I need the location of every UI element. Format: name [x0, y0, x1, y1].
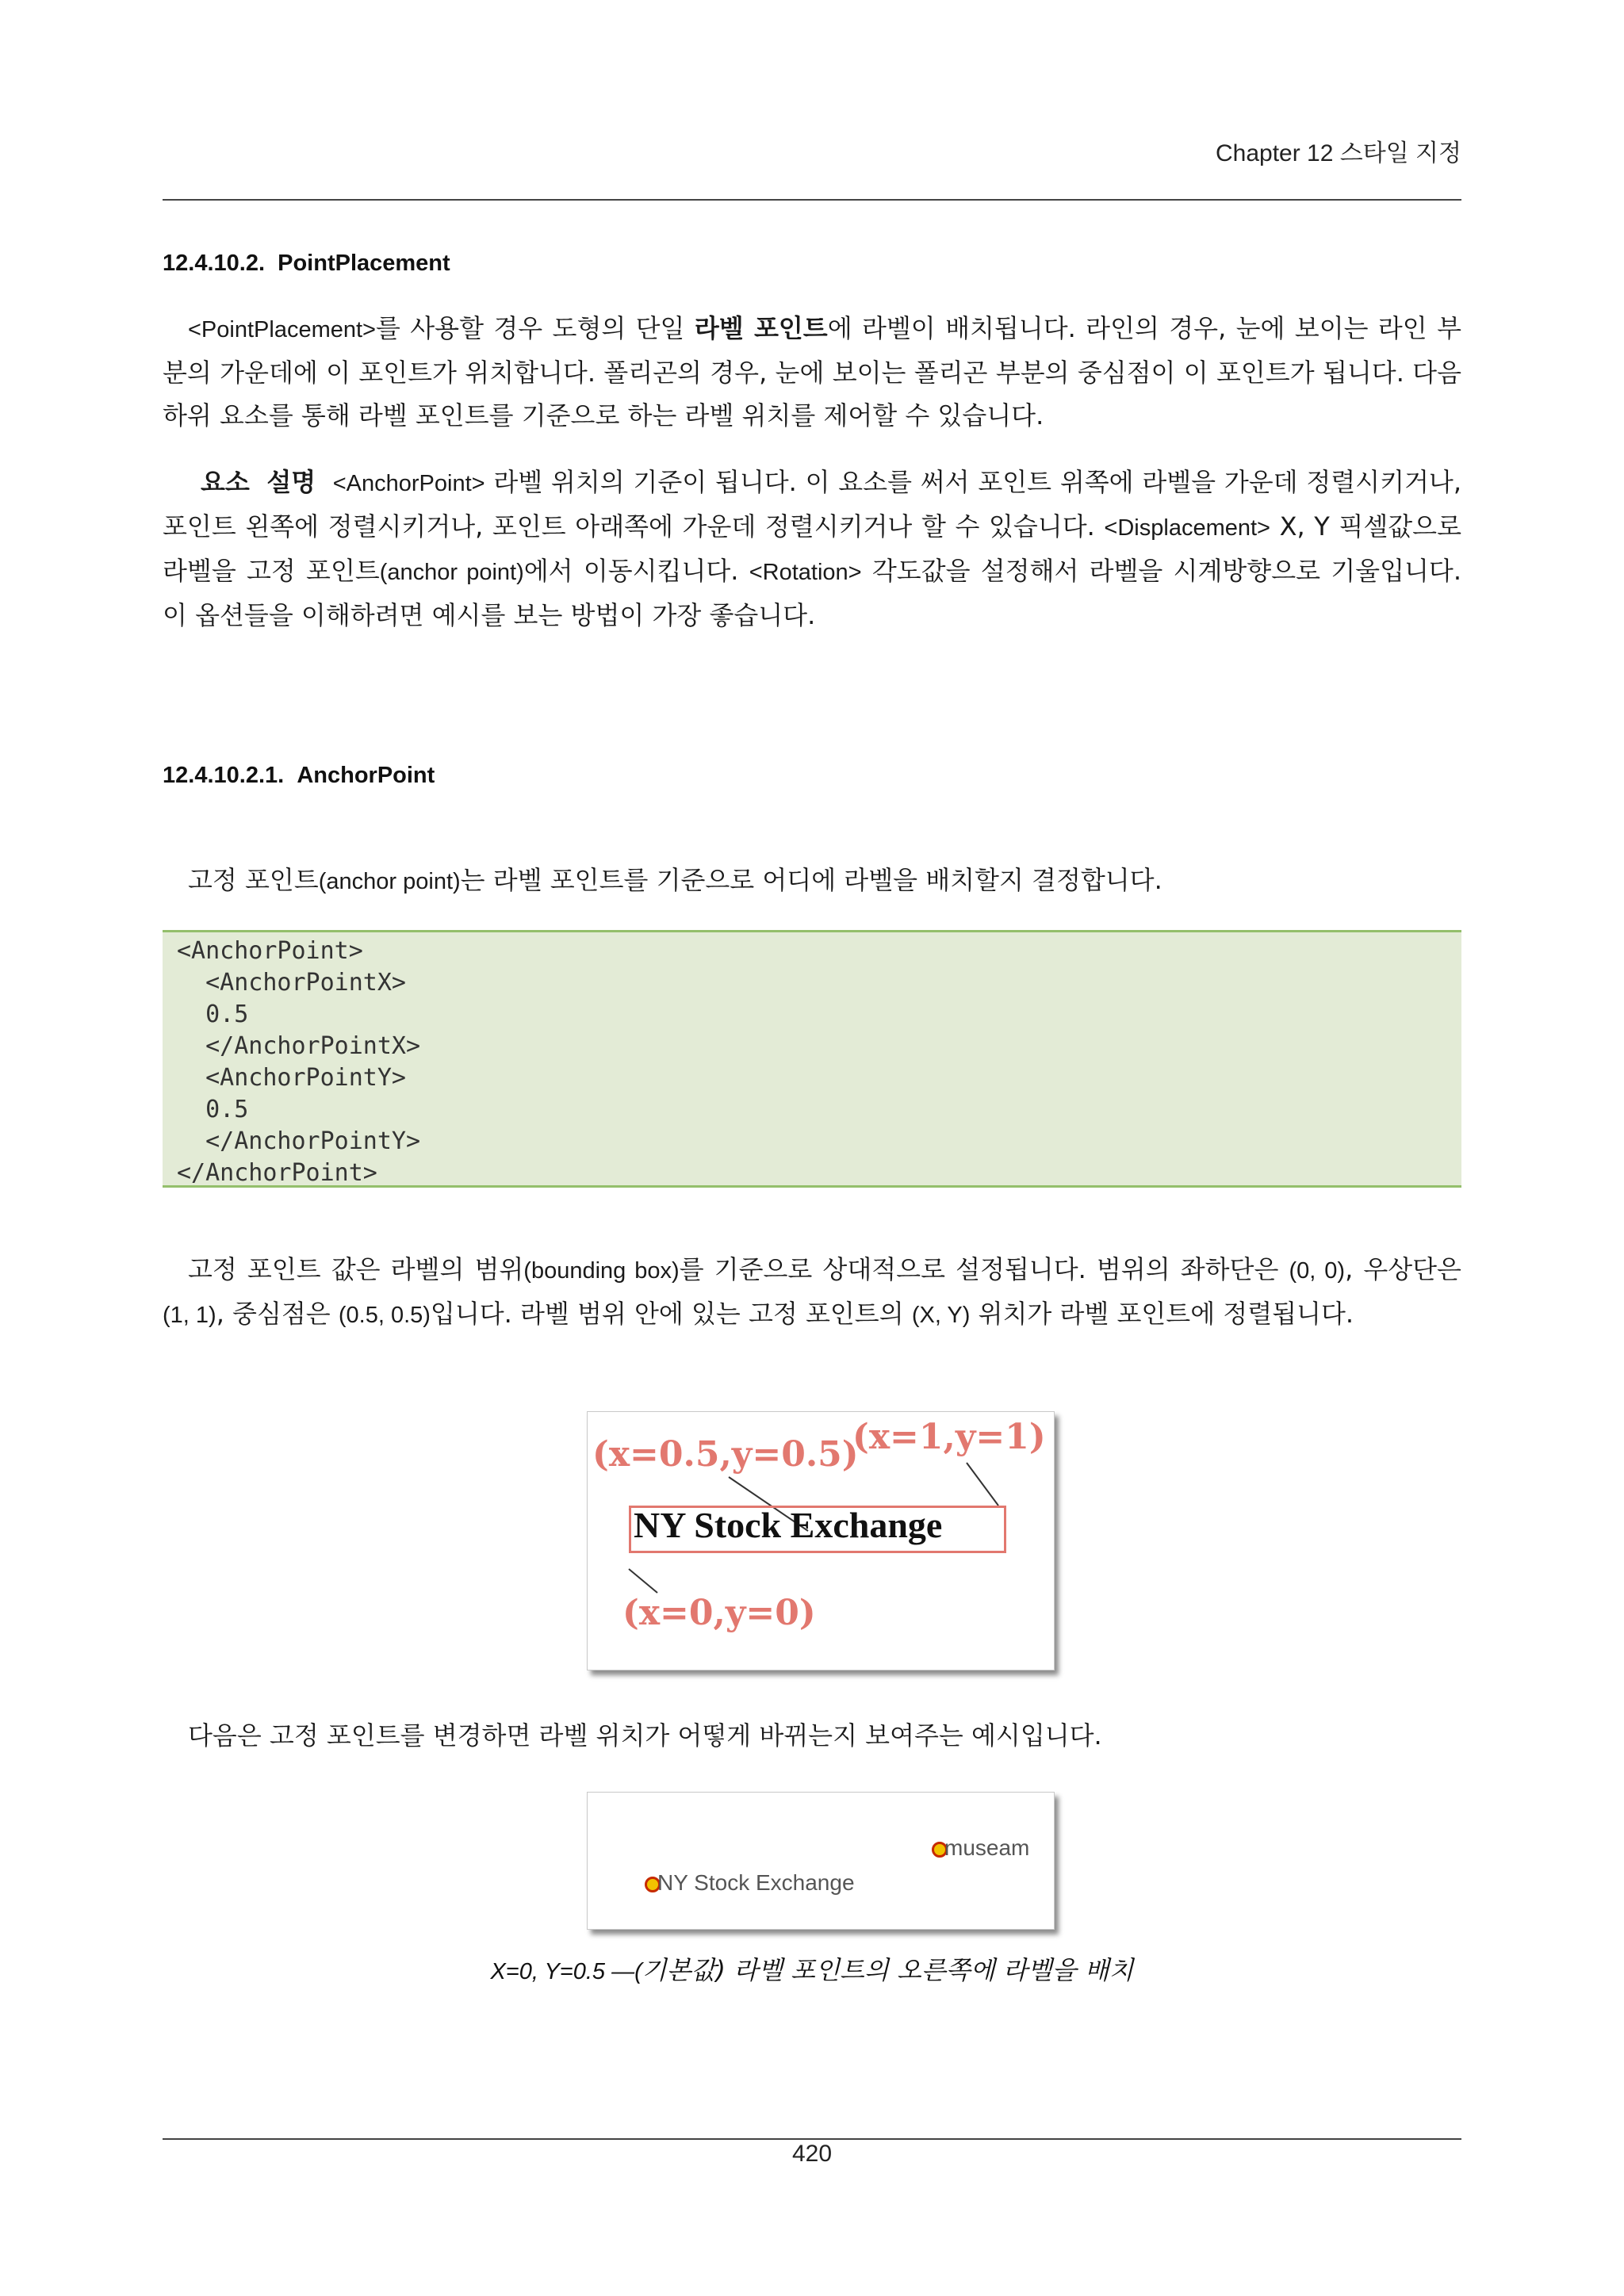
bbox-text: 위치가 라벨 포인트에 정렬됩니다.	[970, 1299, 1354, 1329]
subsection-heading	[163, 763, 435, 789]
bbox-text: 고정 포인트 값은 라벨의 범위	[188, 1254, 524, 1284]
elements-paragraph	[163, 461, 1461, 637]
elements-label-1: 요소	[201, 467, 250, 497]
museam-label: museam	[944, 1835, 1030, 1860]
page-number: 420	[791, 2141, 833, 2167]
code-line: </AnchorPointX>	[177, 1032, 421, 1060]
subsection-number: 12.4.10.2.1.	[163, 763, 285, 788]
figure-caption	[0, 1950, 1624, 1987]
label-center: (x=0.5,y=0.5)	[592, 1434, 859, 1475]
code-block	[163, 930, 1461, 1188]
subsection-title: AnchorPoint	[297, 763, 435, 788]
caption-latin: X=0, Y=0.5 —(	[490, 1959, 642, 1984]
bbox-text: (0, 0)	[1289, 1258, 1346, 1284]
anchorpoint-intro-1: 고정 포인트	[188, 865, 319, 895]
anchor-point-diagram	[587, 1411, 1055, 1670]
anchorpoint-tag: <AnchorPoint>	[332, 471, 485, 496]
footer-rule	[163, 2138, 1461, 2140]
example-intro: 다음은 고정 포인트를 변경하면 라벨 위치가 어떻게 바뀌는지 보여주는 예시입니다.	[188, 1720, 1102, 1751]
header-rule	[163, 199, 1461, 201]
bbox-text: 를 기준으로 상대적으로 설정됩니다. 범위의 좌하단은	[679, 1254, 1289, 1284]
running-header: Chapter 12 스타일 지정	[1215, 140, 1461, 166]
section-heading	[163, 251, 450, 277]
leader-line-top-right	[967, 1463, 998, 1506]
code-line: <AnchorPointY>	[177, 1064, 406, 1092]
section-title: PointPlacement	[278, 251, 450, 276]
elements-label-2: 설명	[266, 467, 316, 497]
bbox-text: (0.5, 0.5)	[338, 1303, 431, 1328]
leader-line-bottom-left	[629, 1569, 657, 1593]
anchorpoint-intro-paren: (anchor point)	[318, 869, 461, 894]
bbox-paragraph	[163, 1248, 1461, 1337]
bbox-text: (bounding box)	[523, 1258, 680, 1284]
intro-bold: 라벨 포인트	[694, 313, 828, 343]
code-line: <AnchorPoint>	[177, 937, 363, 965]
displacement-paren: (anchor point)	[379, 560, 524, 585]
section-number: 12.4.10.2.	[163, 251, 265, 276]
displacement-desc-1: X, Y 픽셀값으로 라벨을 고정 포인트	[163, 511, 1462, 586]
nyse-label: NY Stock Exchange	[657, 1870, 855, 1895]
code-line: </AnchorPoint>	[177, 1159, 377, 1187]
rotation-desc: 각도값을 설정해서 라벨을 시계방향으로 기울입니다. 이 옵션들을 이해하려면 예시를 보는 방법이 가장 좋습니다.	[163, 556, 1461, 630]
anchorpoint-desc: 라벨 위치의 기준이 됩니다. 이 요소를 써서 포인트 위쪽에 라벨을 가운데 정렬시키거나, 포인트 왼쪽에 정렬시키거나, 포인트 아래쪽에 가운데 정렬시키거나 할 수 있습니다.	[163, 467, 1461, 541]
intro-text-1: 를 사용할 경우 도형의 단일	[375, 313, 695, 343]
displacement-desc-2: 에서 이동시킵니다.	[523, 556, 749, 586]
anchor-example-map	[587, 1792, 1055, 1930]
intro-text-2: 에 라벨이 배치됩니다. 라인의 경우, 눈에 보이는 라인 부분의 가운데에 이 포인트가 위치합니다. 폴리곤의 경우, 눈에 보이는 폴리곤 부분의 중심점이 이 포인트가 됩니다. 다음 하위 요소를 통해 라벨 포인트를 기준으로 하는 라벨 위치를 제어할 수 있습니다.	[163, 313, 1461, 430]
code-line: <AnchorPointX>	[177, 969, 406, 997]
label-bottom-left: (x=0,y=0)	[622, 1593, 816, 1633]
bbox-text: , 우상단은	[1345, 1254, 1461, 1284]
code-line: </AnchorPointY>	[177, 1127, 421, 1155]
anchorpoint-intro-2: 는 라벨 포인트를 기준으로 어디에 라벨을 배치할지 결정합니다.	[460, 865, 1162, 895]
bbox-text: (X, Y)	[911, 1303, 971, 1328]
bbox-text: 입니다. 라벨 범위 안에 있는 고정 포인트의	[430, 1299, 912, 1329]
code-line: 0.5	[177, 1001, 249, 1028]
label-top-right: (x=1,y=1)	[852, 1417, 1046, 1457]
code-line: 0.5	[177, 1096, 249, 1123]
intro-paragraph	[163, 307, 1461, 437]
anchorpoint-intro	[163, 859, 1461, 903]
label-text: NY Stock Exchange	[634, 1505, 943, 1545]
displacement-tag: <Displacement>	[1104, 515, 1270, 541]
caption-korean: 기본값) 라벨 포인트의 오른쪽에 라벨을 배치	[642, 1955, 1134, 1985]
rotation-tag: <Rotation>	[749, 560, 862, 585]
bbox-text: , 중심점은	[216, 1299, 339, 1329]
bbox-text: (1, 1)	[163, 1303, 216, 1328]
intro-tag: <PointPlacement>	[188, 317, 376, 342]
